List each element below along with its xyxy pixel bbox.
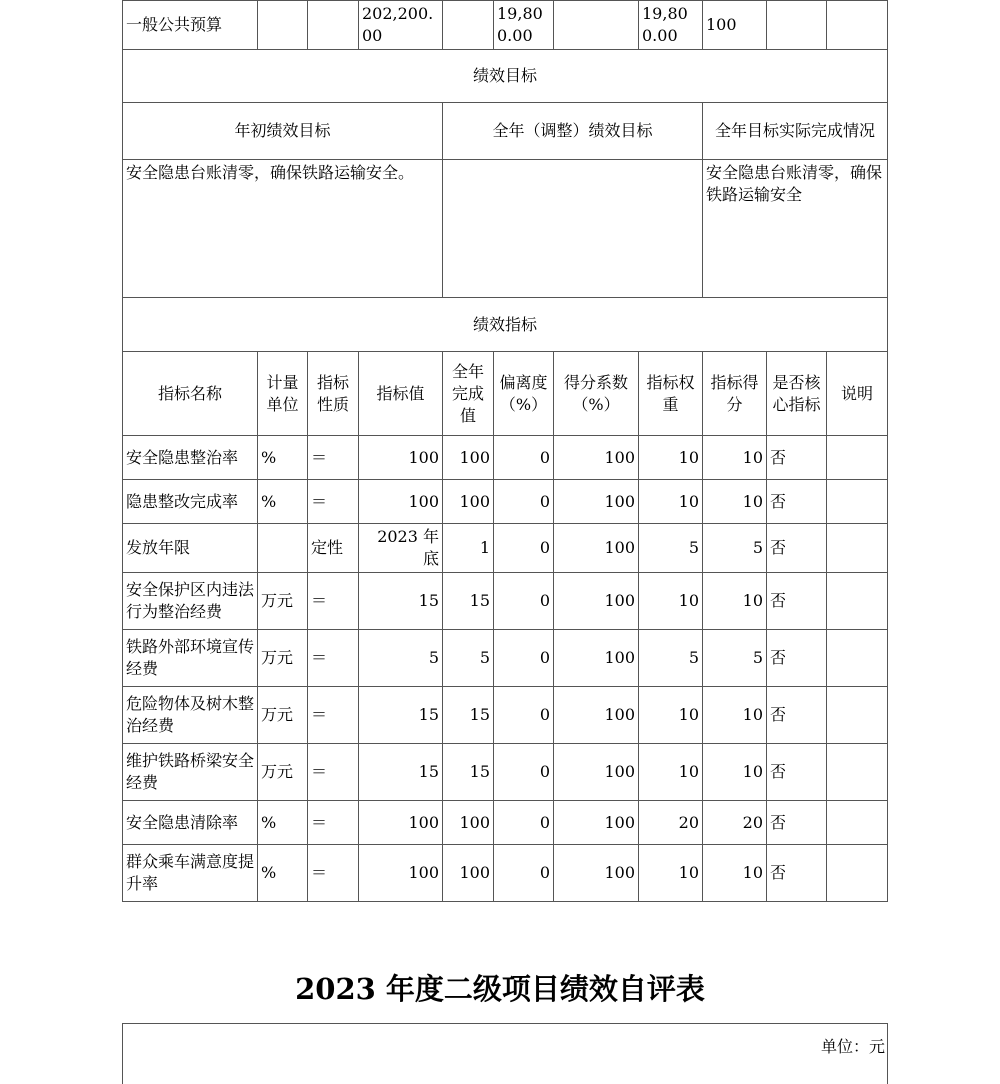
indicator-deviation: 0	[494, 630, 554, 687]
indicator-actual: 1	[443, 524, 494, 573]
indicator-unit: 万元	[258, 573, 308, 630]
indicator-name: 维护铁路桥梁安全经费	[123, 744, 258, 801]
indicator-score: 20	[703, 801, 767, 845]
indicator-actual: 100	[443, 845, 494, 902]
unit-label: 单位：元	[820, 1037, 885, 1056]
indicator-unit: %	[258, 436, 308, 480]
goal-initial-header: 年初绩效目标	[123, 103, 443, 160]
indicator-unit: %	[258, 480, 308, 524]
indicator-target: 100	[359, 480, 443, 524]
col-header: 是否核心指标	[767, 352, 827, 436]
col-header: 指标值	[359, 352, 443, 436]
indicator-deviation: 0	[494, 573, 554, 630]
next-table-header-box	[122, 1023, 888, 1084]
indicator-name: 铁路外部环境宣传经费	[123, 630, 258, 687]
indicator-actual: 100	[443, 480, 494, 524]
indicator-deviation: 0	[494, 687, 554, 744]
goal-adjusted-header: 全年（调整）绩效目标	[443, 103, 703, 160]
indicator-unit: 万元	[258, 687, 308, 744]
col-header: 指标名称	[123, 352, 258, 436]
budget-cell-empty	[308, 1, 359, 50]
table-row	[123, 744, 888, 801]
indicator-actual: 100	[443, 801, 494, 845]
indicator-unit: %	[258, 801, 308, 845]
indicator-deviation: 0	[494, 744, 554, 801]
indicator-weight: 5	[639, 630, 703, 687]
indicator-target: 15	[359, 744, 443, 801]
indicator-note	[827, 436, 888, 480]
indicator-target: 100	[359, 845, 443, 902]
indicator-coefficient: 100	[554, 801, 639, 845]
indicator-deviation: 0	[494, 845, 554, 902]
indicator-nature: ＝	[308, 845, 359, 902]
indicator-actual: 15	[443, 573, 494, 630]
budget-amount-1: 202,200.00	[359, 1, 443, 50]
indicator-nature: ＝	[308, 687, 359, 744]
indicator-weight: 10	[639, 573, 703, 630]
indicator-score: 10	[703, 744, 767, 801]
indicator-score: 10	[703, 573, 767, 630]
indicator-coefficient: 100	[554, 573, 639, 630]
col-header: 指标权重	[639, 352, 703, 436]
goal-adjusted-text	[443, 160, 703, 298]
col-header: 偏离度（%）	[494, 352, 554, 436]
col-header: 计量单位	[258, 352, 308, 436]
budget-label: 一般公共预算	[123, 1, 258, 50]
indicator-name: 危险物体及树木整治经费	[123, 687, 258, 744]
indicator-weight: 10	[639, 744, 703, 801]
indicator-weight: 10	[639, 687, 703, 744]
indicator-deviation: 0	[494, 436, 554, 480]
indicator-core: 否	[767, 630, 827, 687]
budget-cell-empty	[443, 1, 494, 50]
budget-amount-2: 19,800.00	[494, 1, 554, 50]
col-header: 全年完成值	[443, 352, 494, 436]
indicator-core: 否	[767, 480, 827, 524]
indicator-actual: 15	[443, 687, 494, 744]
indicator-target: 5	[359, 630, 443, 687]
indicator-core: 否	[767, 845, 827, 902]
indicator-target: 100	[359, 801, 443, 845]
indicator-coefficient: 100	[554, 480, 639, 524]
indicator-coefficient: 100	[554, 687, 639, 744]
indicator-note	[827, 573, 888, 630]
indicators-section-title: 绩效指标	[123, 298, 888, 352]
indicator-nature: 定性	[308, 524, 359, 573]
indicator-nature: ＝	[308, 573, 359, 630]
budget-cell-empty	[767, 1, 827, 50]
indicator-unit: 万元	[258, 744, 308, 801]
budget-cell-empty	[554, 1, 639, 50]
indicator-name: 安全隐患整治率	[123, 436, 258, 480]
indicator-target: 100	[359, 436, 443, 480]
indicator-deviation: 0	[494, 480, 554, 524]
table-row	[123, 480, 888, 524]
indicator-target: 15	[359, 573, 443, 630]
col-header: 指标性质	[308, 352, 359, 436]
table-row	[123, 687, 888, 744]
indicator-actual: 5	[443, 630, 494, 687]
indicator-note	[827, 845, 888, 902]
indicator-unit	[258, 524, 308, 573]
indicator-nature: ＝	[308, 630, 359, 687]
indicator-name: 发放年限	[123, 524, 258, 573]
next-table-title: 2023 年度二级项目绩效自评表	[295, 972, 705, 1006]
indicator-name: 隐患整改完成率	[123, 480, 258, 524]
indicator-note	[827, 687, 888, 744]
table-row	[123, 630, 888, 687]
indicator-weight: 10	[639, 845, 703, 902]
budget-cell-empty	[258, 1, 308, 50]
indicator-nature: ＝	[308, 744, 359, 801]
indicator-nature: ＝	[308, 480, 359, 524]
goal-actual-header: 全年目标实际完成情况	[703, 103, 888, 160]
indicator-coefficient: 100	[554, 524, 639, 573]
indicator-target: 15	[359, 687, 443, 744]
indicator-note	[827, 630, 888, 687]
indicator-core: 否	[767, 573, 827, 630]
indicator-note	[827, 480, 888, 524]
indicator-score: 5	[703, 524, 767, 573]
indicator-unit: %	[258, 845, 308, 902]
indicator-nature: ＝	[308, 801, 359, 845]
indicator-coefficient: 100	[554, 436, 639, 480]
indicator-deviation: 0	[494, 801, 554, 845]
budget-amount-3: 19,800.00	[639, 1, 703, 50]
table-row	[123, 801, 888, 845]
indicator-deviation: 0	[494, 524, 554, 573]
indicator-score: 10	[703, 687, 767, 744]
indicator-score: 10	[703, 436, 767, 480]
indicator-note	[827, 801, 888, 845]
table-row	[123, 436, 888, 480]
indicator-target: 2023 年底	[359, 524, 443, 573]
indicator-core: 否	[767, 744, 827, 801]
indicator-weight: 20	[639, 801, 703, 845]
indicators-header-row	[123, 352, 888, 436]
indicator-core: 否	[767, 524, 827, 573]
indicator-coefficient: 100	[554, 845, 639, 902]
col-header: 指标得分	[703, 352, 767, 436]
indicator-name: 群众乘车满意度提升率	[123, 845, 258, 902]
table-row	[123, 524, 888, 573]
col-header: 说明	[827, 352, 888, 436]
performance-table	[122, 0, 888, 902]
table-row	[123, 845, 888, 902]
indicator-score: 10	[703, 480, 767, 524]
indicator-actual: 15	[443, 744, 494, 801]
col-header: 得分系数（%）	[554, 352, 639, 436]
indicator-score: 10	[703, 845, 767, 902]
indicator-nature: ＝	[308, 436, 359, 480]
indicator-core: 否	[767, 436, 827, 480]
indicator-weight: 5	[639, 524, 703, 573]
table-row	[123, 573, 888, 630]
indicator-coefficient: 100	[554, 630, 639, 687]
goal-initial-text: 安全隐患台账清零，确保铁路运输安全。	[123, 160, 443, 298]
indicator-core: 否	[767, 801, 827, 845]
indicator-note	[827, 524, 888, 573]
indicator-coefficient: 100	[554, 744, 639, 801]
indicator-weight: 10	[639, 480, 703, 524]
indicator-unit: 万元	[258, 630, 308, 687]
indicator-note	[827, 744, 888, 801]
indicator-weight: 10	[639, 436, 703, 480]
indicator-score: 5	[703, 630, 767, 687]
budget-rate: 100	[703, 1, 767, 50]
goal-actual-text: 安全隐患台账清零，确保铁路运输安全	[703, 160, 888, 298]
indicator-core: 否	[767, 687, 827, 744]
budget-cell-empty	[827, 1, 888, 50]
indicator-actual: 100	[443, 436, 494, 480]
indicator-name: 安全保护区内违法行为整治经费	[123, 573, 258, 630]
goals-section-title: 绩效目标	[123, 50, 888, 103]
indicator-name: 安全隐患清除率	[123, 801, 258, 845]
budget-row	[123, 1, 888, 50]
